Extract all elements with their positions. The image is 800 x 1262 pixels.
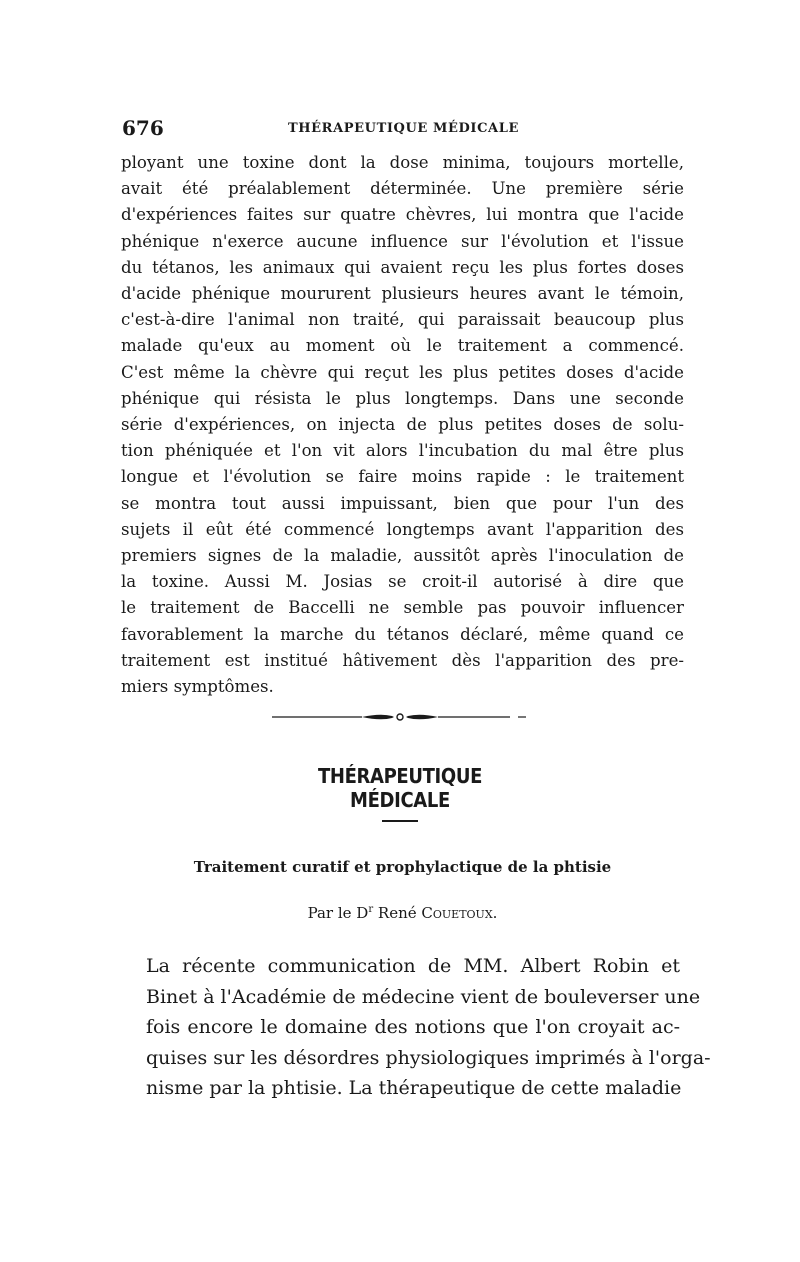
text-line: favorablement la marche du tétanos déclaré, même quand ce: [121, 624, 684, 644]
article-lead-paragraph: [146, 951, 711, 1104]
text-line: série d'expériences, on injecta de plus petites doses de solu-: [121, 415, 684, 435]
text-line: premiers signes de la maladie, aussitôt après l'inoculation de: [121, 546, 684, 566]
text-line: nisme par la phtisie. La thérapeutique de cette maladie: [146, 1077, 682, 1099]
body-paragraph: [121, 150, 684, 700]
page-number: 676: [122, 116, 164, 140]
text-line: avait été préalablement déterminée. Une première série: [121, 179, 684, 199]
text-line: C'est même la chèvre qui reçut les plus petites doses d'acide: [121, 362, 684, 382]
byline-surname: Couetoux.: [421, 904, 498, 922]
text-line: phénique n'exerce aucune influence sur l'évolution et l'issue: [121, 231, 684, 251]
byline: [121, 904, 684, 922]
text-line: d'expériences faites sur quatre chèvres, lui montra que l'acide: [121, 205, 684, 225]
byline-prefix: Par le D: [307, 904, 369, 922]
text-line: se montra tout aussi impuissant, bien que pour l'un des: [121, 493, 684, 513]
text-line: La récente communication de MM. Albert Robin et: [146, 955, 680, 977]
text-line: fois encore le domaine des notions que l'on croyait ac-: [146, 1016, 680, 1038]
article-title: Traitement curatif et prophylactique de la phtisie: [193, 858, 612, 876]
text-line: d'acide phénique moururent plusieurs heures avant le témoin,: [121, 284, 684, 304]
ornamental-divider: [272, 708, 528, 726]
text-line: sujets il eût été commencé longtemps avant l'apparition des: [121, 519, 684, 539]
text-line: du tétanos, les animaux qui avaient reçu les plus fortes doses: [121, 257, 684, 277]
byline-superscript: r: [368, 904, 374, 915]
byline-given-name: René: [377, 904, 417, 922]
text-line: c'est-à-dire l'animal non traité, qui paraissait beaucoup plus: [121, 310, 684, 330]
text-line: la toxine. Aussi M. Josias se croit-il autorisé à dire que: [121, 572, 684, 592]
text-line: le traitement de Baccelli ne semble pas pouvoir influencer: [121, 598, 684, 618]
text-line: Binet à l'Académie de médecine vient de bouleverser une: [146, 985, 701, 1008]
section-rule: [382, 820, 418, 822]
text-line: quises sur les désordres physiologiques imprimés à l'orga-: [146, 1046, 711, 1069]
text-line: longue et l'évolution se faire moins rapide : le traitement: [121, 467, 684, 487]
text-line: traitement est institué hâtivement dès l'apparition des pre-: [121, 650, 684, 670]
running-head: THÉRAPEUTIQUE MÉDICALE: [288, 121, 519, 136]
text-line: phénique qui résista le plus longtemps. Dans une seconde: [121, 388, 684, 408]
text-line: ployant une toxine dont la dose minima, toujours mortelle,: [121, 153, 684, 172]
text-line: malade qu'eux au moment où le traitement a commencé.: [121, 336, 684, 356]
text-line: miers symptômes.: [121, 677, 274, 697]
text-line: tion phéniquée et l'on vit alors l'incubation du mal être plus: [121, 441, 684, 461]
section-title: THÉRAPEUTIQUE MÉDICALE: [317, 764, 483, 812]
